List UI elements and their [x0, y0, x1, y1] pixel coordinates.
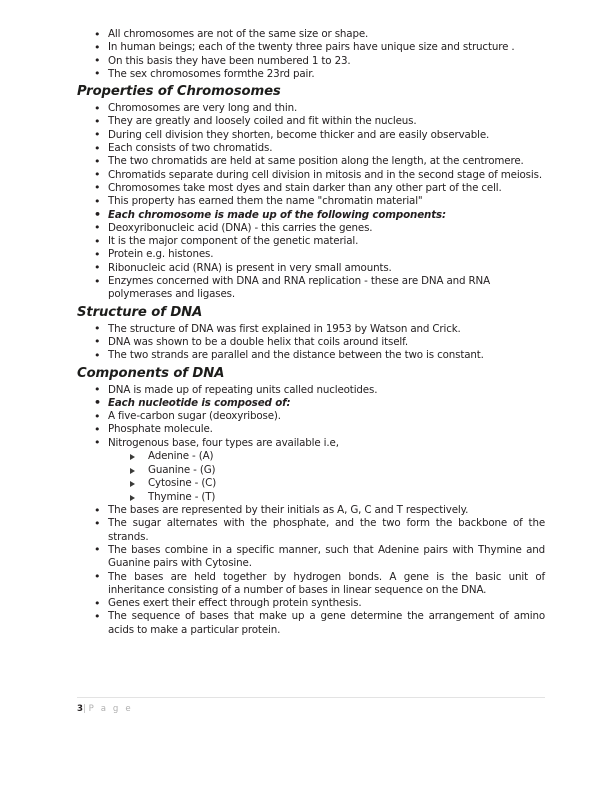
section-heading-components-of-dna: Components of DNA: [77, 365, 225, 381]
list-item: • Phosphate molecule.: [77, 423, 545, 436]
list-item: • The bases combine in a specific manner, such that Adenine pairs with Thymine and Guanine pairs with Cytosine.: [77, 544, 545, 571]
list-item: • All chromosomes are not of the same size or shape.: [77, 28, 545, 41]
nucleotide-bullet-list: [77, 410, 545, 450]
components-lead-list: [77, 384, 545, 411]
list-item: • The sugar alternates with the phosphate, and the two form the backbone of the strands.: [77, 517, 545, 544]
list-item: • A five-carbon sugar (deoxyribose).: [77, 410, 545, 423]
intro-bullet-list: [77, 28, 545, 81]
page-footer: [77, 697, 545, 715]
list-item-emphasis: • Each chromosome is made up of the following components:: [77, 209, 545, 222]
list-item: • Ribonucleic acid (RNA) is present in very small amounts.: [77, 262, 545, 275]
list-item: • Nitrogenous base, four types are available i.e,: [77, 437, 545, 450]
list-item: • The two strands are parallel and the distance between the two is constant.: [77, 349, 545, 362]
list-item: • It is the major component of the genetic material.: [77, 235, 545, 248]
list-item: • On this basis they have been numbered 1 to 23.: [77, 55, 545, 68]
list-item: • The sex chromosomes formthe 23rd pair.: [77, 68, 545, 81]
page-content: [77, 28, 545, 637]
list-item: Cytosine - (C): [77, 477, 545, 491]
properties-bullet-list: [77, 102, 545, 301]
list-item: • The bases are held together by hydrogen bonds. A gene is the basic unit of inheritance consisting of a number of bases in linear sequence on the DNA.: [77, 571, 545, 598]
section-heading-structure-of-dna: Structure of DNA: [77, 304, 203, 320]
list-item: • The structure of DNA was first explained in 1953 by Watson and Crick.: [77, 323, 545, 336]
list-item: • They are greatly and loosely coiled and fit within the nucleus.: [77, 115, 545, 128]
list-item: • The sequence of bases that make up a gene determine the arrangement of amino acids to make a particular protein.: [77, 610, 545, 637]
list-item: • Chromosomes are very long and thin.: [77, 102, 545, 115]
list-item: • Chromosomes take most dyes and stain darker than any other part of the cell.: [77, 182, 545, 195]
list-item: • This property has earned them the name "chromatin material": [77, 195, 545, 208]
list-item: • DNA was shown to be a double helix that coils around itself.: [77, 336, 545, 349]
nitrogenous-base-list: [77, 450, 545, 504]
list-item: Adenine - (A): [77, 450, 545, 464]
list-item: • During cell division they shorten, become thicker and are easily observable.: [77, 129, 545, 142]
list-item: • The bases are represented by their initials as A, G, C and T respectively.: [77, 504, 545, 517]
list-item: • In human beings; each of the twenty three pairs have unique size and structure .: [77, 41, 545, 54]
list-item-emphasis: • Each nucleotide is composed of:: [77, 397, 545, 410]
list-item: • Deoxyribonucleic acid (DNA) - this carries the genes.: [77, 222, 545, 235]
structure-bullet-list: [77, 323, 545, 363]
footer-page-number: 3: [77, 704, 83, 714]
section-heading-properties-of-chromosomes: Properties of Chromosomes: [77, 84, 281, 100]
list-item: • The two chromatids are held at same position along the length, at the centromere.: [77, 155, 545, 168]
list-item: • Each consists of two chromatids.: [77, 142, 545, 155]
list-item: • DNA is made up of repeating units called nucleotides.: [77, 384, 545, 397]
list-item: • Chromatids separate during cell division in mitosis and in the second stage of meiosis.: [77, 169, 545, 182]
list-item: • Protein e.g. histones.: [77, 248, 545, 261]
footer-page-indicator: [77, 703, 545, 715]
footer-separator: |: [82, 704, 86, 714]
list-item: Guanine - (G): [77, 464, 545, 478]
list-item: • Genes exert their effect through protein synthesis.: [77, 597, 545, 610]
list-item: Thymine - (T): [77, 491, 545, 505]
footer-page-label: P a g e: [88, 704, 133, 714]
closing-bullet-list: [77, 504, 545, 637]
footer-divider: [77, 697, 545, 698]
list-item: • Enzymes concerned with DNA and RNA replication - these are DNA and RNA polymerases and ligases.: [77, 275, 545, 302]
